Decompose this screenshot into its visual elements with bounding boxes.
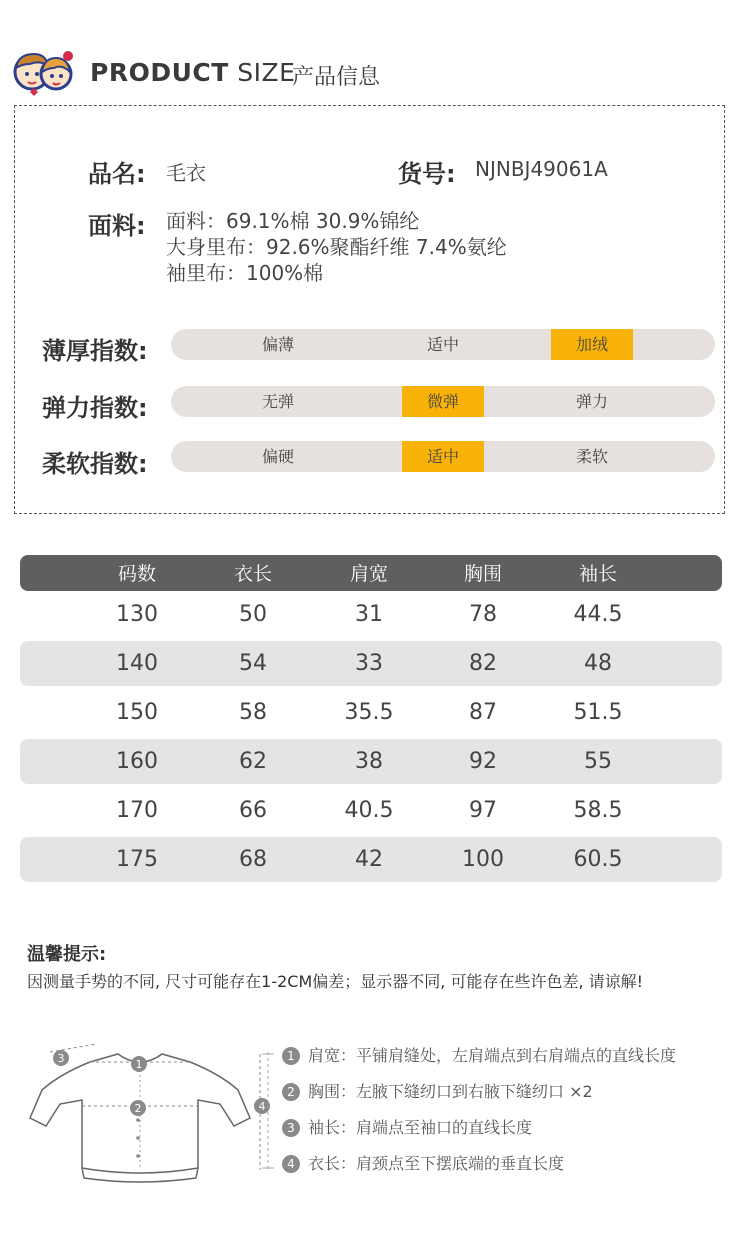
table-row: [20, 788, 722, 833]
measure-text: 肩宽：平铺肩缝处，左肩端点到右肩端点的直线长度: [308, 1046, 677, 1065]
thickness-label: 薄厚指数:: [42, 337, 148, 365]
table-cell: 92: [469, 749, 497, 774]
code-label: 货号:: [398, 160, 456, 188]
measure-length: [282, 1151, 564, 1174]
table-cell: 55: [584, 749, 612, 774]
table-cell: 33: [355, 651, 383, 676]
name-value: 毛衣: [166, 161, 206, 185]
table-header-cell: 衣长: [233, 563, 272, 585]
tips-text: 因测量手势的不同, 尺寸可能存在1-2CM偏差；显示器不同, 可能存在些许色差, 请谅解!: [27, 972, 644, 991]
table-row: [20, 690, 722, 735]
elasticity-scale: [171, 386, 715, 417]
softness-label: 柔软指数:: [42, 450, 148, 478]
header-title-en: PRODUCT SIZE: [90, 58, 296, 87]
scale-option: 偏硬: [261, 447, 294, 466]
number-4-icon: 4: [282, 1155, 300, 1173]
table-row: [20, 592, 722, 637]
diagram-marker: 1: [135, 1058, 143, 1071]
table-cell: 150: [116, 700, 158, 725]
size-table-header: [20, 555, 722, 591]
measure-shoulder: [282, 1043, 676, 1066]
table-cell: 40.5: [344, 798, 394, 823]
table-cell: 48: [584, 651, 612, 676]
table-cell: 58.5: [573, 798, 623, 823]
table-row: [20, 739, 722, 784]
table-cell: 54: [239, 651, 267, 676]
number-2-icon: 2: [282, 1083, 300, 1101]
table-cell: 100: [462, 847, 504, 872]
table-cell: 60.5: [573, 847, 623, 872]
fabric-label: 面料:: [88, 212, 146, 240]
sweater-diagram-icon: [20, 1040, 275, 1185]
table-cell: 44.5: [573, 602, 623, 627]
scale-option-selected: 加绒: [551, 329, 633, 360]
table-cell: 66: [239, 798, 267, 823]
diagram-marker: 2: [134, 1102, 142, 1115]
table-header-cell: 肩宽: [349, 563, 388, 585]
fabric-line: 大身里布：92.6%聚酯纤维 7.4%氨纶: [166, 235, 507, 259]
table-row: [20, 837, 722, 882]
table-cell: 38: [355, 749, 383, 774]
fabric-line: 袖里布：100%棉: [166, 261, 324, 285]
table-cell: 82: [469, 651, 497, 676]
table-cell: 130: [116, 602, 158, 627]
table-cell: 62: [239, 749, 267, 774]
softness-scale: [171, 441, 715, 472]
table-cell: 35.5: [344, 700, 394, 725]
table-header-cell: 袖长: [578, 563, 617, 585]
tips-title: 温馨提示:: [27, 944, 107, 965]
diagram-marker: 3: [57, 1052, 65, 1065]
elasticity-label: 弹力指数:: [42, 394, 148, 422]
table-cell: 42: [355, 847, 383, 872]
table-cell: 140: [116, 651, 158, 676]
measure-chest: [282, 1079, 593, 1102]
table-header-cell: 胸围: [463, 563, 502, 585]
table-row: [20, 641, 722, 686]
table-cell: 58: [239, 700, 267, 725]
scale-option-selected: 适中: [402, 441, 484, 472]
measure-guide-icon: [258, 1050, 278, 1175]
number-3-icon: 3: [282, 1119, 300, 1137]
scale-option: 偏薄: [261, 335, 294, 354]
measure-text: 胸围：左腋下缝纫口到右腋下缝纫口 ×2: [308, 1082, 593, 1101]
scale-option: 弹力: [575, 392, 608, 411]
fabric-line: 面料：69.1%棉 30.9%锦纶: [166, 209, 420, 233]
table-cell: 160: [116, 749, 158, 774]
header-title-zh: 产品信息: [292, 65, 381, 90]
scale-option-selected: 微弹: [402, 386, 484, 417]
table-cell: 50: [239, 602, 267, 627]
table-cell: 87: [469, 700, 497, 725]
table-cell: 51.5: [573, 700, 623, 725]
thickness-scale: [171, 329, 715, 360]
number-1-icon: 1: [282, 1047, 300, 1065]
table-cell: 97: [469, 798, 497, 823]
table-cell: 68: [239, 847, 267, 872]
table-cell: 170: [116, 798, 158, 823]
table-cell: 78: [469, 602, 497, 627]
table-cell: 31: [355, 602, 383, 627]
measure-text: 袖长：肩端点至袖口的直线长度: [308, 1118, 533, 1137]
diagram-marker: 4: [258, 1100, 266, 1113]
table-header-cell: 码数: [117, 563, 156, 585]
scale-option: 无弹: [261, 392, 294, 411]
scale-option: 柔软: [575, 447, 608, 466]
brand-logo-icon: [10, 46, 78, 98]
scale-option: 适中: [426, 335, 459, 354]
table-cell: 175: [116, 847, 158, 872]
measure-sleeve: [282, 1115, 532, 1138]
name-label: 品名:: [88, 160, 146, 188]
measure-text: 衣长：肩颈点至下摆底端的垂直长度: [308, 1154, 565, 1173]
code-value: NJNBJ49061A: [475, 157, 608, 181]
